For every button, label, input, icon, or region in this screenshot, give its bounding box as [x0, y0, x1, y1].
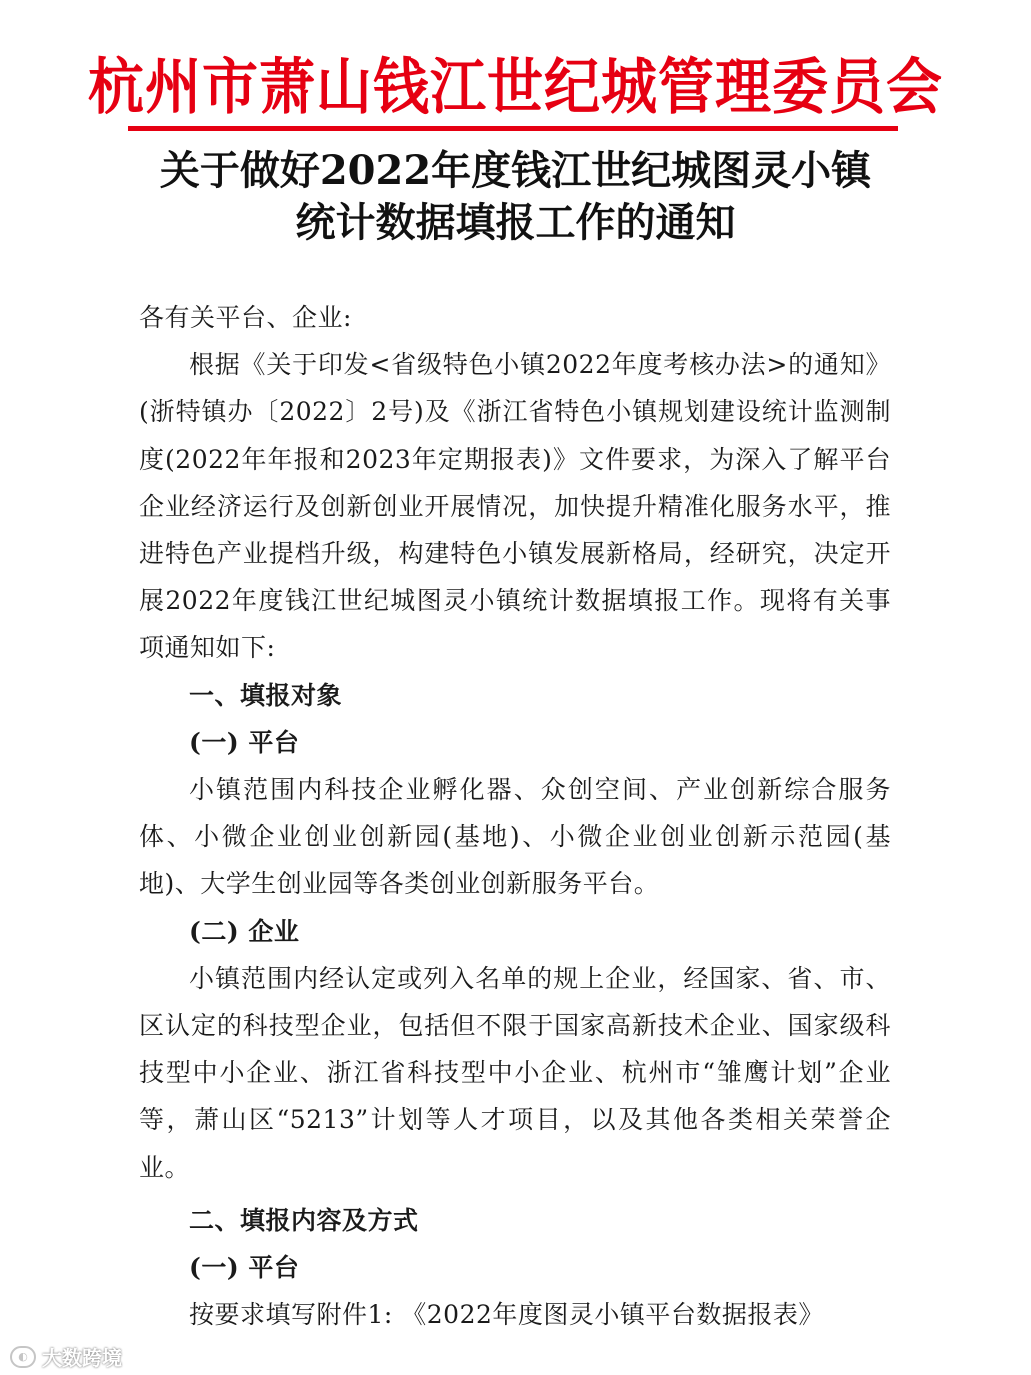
section1-sub1-heading: (一) 平台	[189, 727, 300, 757]
watermark-text: 大数跨境	[42, 1346, 122, 1370]
document-title-line1: 关于做好2022年度钱江世纪城图灵小镇	[159, 147, 872, 194]
red-divider	[128, 126, 898, 131]
organization-header: 杭州市萧山钱江世纪城管理委员会	[88, 52, 943, 123]
document-title-line2: 统计数据填报工作的通知	[295, 199, 736, 246]
section1-sub2-heading: (二) 企业	[189, 916, 300, 946]
section2-sub1-heading: (一) 平台	[189, 1253, 300, 1283]
document-body	[139, 294, 891, 1338]
section2-sub1-text: 按要求填写附件1: 《2022年度图灵小镇平台数据报表》	[189, 1300, 824, 1330]
section2-heading: 二、填报内容及方式	[189, 1205, 419, 1235]
document-title	[0, 145, 1031, 249]
salutation: 各有关平台、企业:	[139, 303, 352, 332]
section1-sub1-text: 小镇范围内科技企业孵化器、众创空间、产业创新综合服务体、小微企业创业创新园(基地)、小微企业创业创新示范园(基地)、大学生创业园等各类创业创新服务平台。	[139, 775, 891, 899]
watermark	[10, 1342, 122, 1371]
watermark-logo-icon: ◐	[10, 1346, 36, 1368]
section1-sub2-text: 小镇范围内经认定或列入名单的规上企业，经国家、省、市、区认定的科技型企业，包括但不限于国家高新技术企业、国家级科技型中小企业、浙江省科技型中小企业、杭州市“雏鹰计划”企业等，萧山区“5213”计划等人才项目，以及其他各类相关荣誉企业。	[139, 963, 891, 1182]
section1-heading: 一、填报对象	[189, 680, 343, 710]
intro-paragraph: 根据《关于印发<省级特色小镇2022年度考核办法>的通知》(浙特镇办〔2022〕2号)及《浙江省特色小镇规划建设统计监测制度(2022年年报和2023年定期报表)》文件要求，为深入了解平台企业经济运行及创新创业开展情况，加快提升精准化服务水平，推进特色产业提档升级，构建特色小镇发展新格局，经研究，决定开展2022年度钱江世纪城图灵小镇统计数据填报工作。现将有关事项通知如下:	[139, 350, 891, 663]
